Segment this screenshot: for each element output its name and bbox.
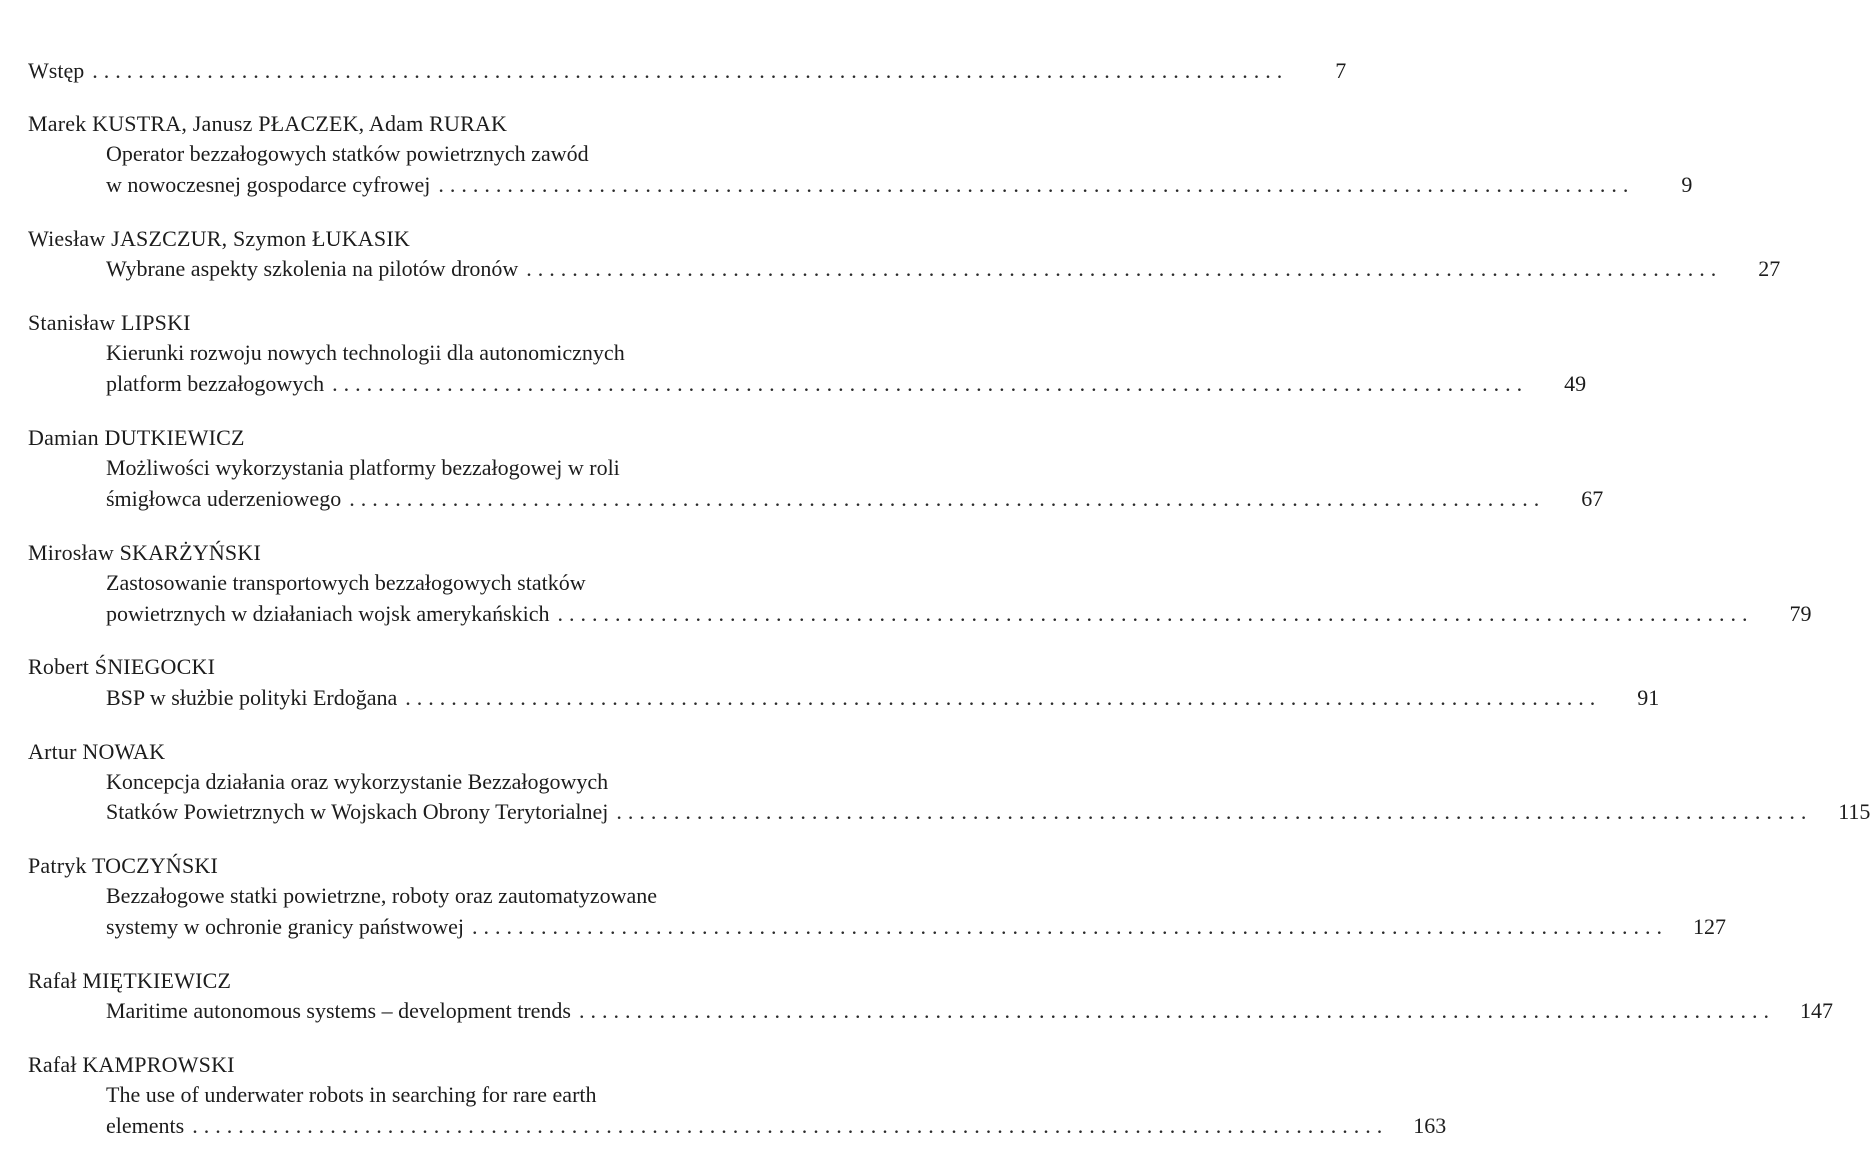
entry-title-line: Koncepcja działania oraz wykorzystanie Bezzałogowych bbox=[106, 769, 609, 794]
entry-title-line: Statków Powietrznych w Wojskach Obrony Terytorialnej bbox=[106, 799, 609, 824]
entry-title-line: systemy w ochronie granicy państwowej bbox=[106, 914, 465, 939]
entry-title-line: BSP w służbie polityki Erdoğana bbox=[106, 685, 398, 710]
page-number: 127 bbox=[1693, 914, 1727, 939]
page-number: 67 bbox=[1581, 486, 1604, 511]
page-number: 27 bbox=[1758, 256, 1781, 281]
toc-entry-line bbox=[106, 912, 1727, 942]
entry-title-line: Możliwości wykorzystania platformy bezzałogowej w roli bbox=[106, 455, 620, 480]
toc-entry-line bbox=[106, 683, 1660, 713]
entry-title-line: Wybrane aspekty szkolenia na pilotów dronów bbox=[106, 256, 519, 281]
toc-entry-line bbox=[106, 1111, 1447, 1141]
toc-entry-line bbox=[106, 254, 1781, 284]
entry-authors: Rafał KAMPROWSKI bbox=[28, 1052, 235, 1077]
entry-authors: Rafał MIĘTKIEWICZ bbox=[28, 968, 232, 993]
dot-leader: ........................................................................................................ bbox=[349, 486, 1546, 511]
toc-entry-line bbox=[106, 484, 1604, 514]
entry-authors: Wiesław JASZCZUR, Szymon ŁUKASIK bbox=[28, 226, 410, 251]
entry-title-line: Zastosowanie transportowych bezzałogowych statków bbox=[106, 570, 586, 595]
entry-authors: Stanisław LIPSKI bbox=[28, 310, 191, 335]
page-number: 163 bbox=[1413, 1113, 1447, 1138]
entry-title-line: powietrznych w działaniach wojsk amerykańskich bbox=[106, 601, 550, 626]
entry-authors: Artur NOWAK bbox=[28, 739, 166, 764]
entry-authors: Robert ŚNIEGOCKI bbox=[28, 654, 216, 679]
dot-leader: ........................................................................................................ bbox=[192, 1113, 1389, 1138]
toc-entry-line bbox=[106, 797, 1870, 827]
toc-entry-line bbox=[106, 369, 1587, 399]
page-number: 147 bbox=[1800, 998, 1833, 1023]
dot-leader: ........................................................................................................ bbox=[332, 371, 1529, 396]
dot-leader: ........................................................................................................ bbox=[405, 685, 1602, 710]
page-number: 79 bbox=[1789, 601, 1812, 626]
entry-title-line: The use of underwater robots in searching for rare earth bbox=[106, 1082, 597, 1107]
dot-leader: ........................................................................................................ bbox=[557, 601, 1754, 626]
entry-title-line: w nowoczesnej gospodarce cyfrowej bbox=[106, 172, 431, 197]
entry-authors: Mirosław SKARŻYŃSKI bbox=[28, 540, 261, 565]
entry-title-line: Kierunki rozwoju nowych technologii dla autonomicznych bbox=[106, 340, 625, 365]
toc-entry-intro bbox=[28, 56, 1347, 86]
page-number: 91 bbox=[1637, 685, 1660, 710]
dot-leader: ........................................................................................................ bbox=[92, 58, 1289, 83]
entry-title-line: elements bbox=[106, 1113, 185, 1138]
dot-leader: ........................................................................................................ bbox=[616, 799, 1813, 824]
entry-title-line: Bezzałogowe statki powietrzne, roboty oraz zautomatyzowane bbox=[106, 883, 657, 908]
entry-title-line: platform bezzałogowych bbox=[106, 371, 325, 396]
entry-title-line: śmigłowca uderzeniowego bbox=[106, 486, 342, 511]
toc-entry-line bbox=[106, 996, 1833, 1026]
entry-title: Wstęp bbox=[28, 58, 85, 83]
entry-authors: Patryk TOCZYŃSKI bbox=[28, 853, 219, 878]
dot-leader: ........................................................................................................ bbox=[472, 914, 1669, 939]
entry-title-line: Operator bezzałogowych statków powietrznych zawód bbox=[106, 141, 589, 166]
entry-authors: Damian DUTKIEWICZ bbox=[28, 425, 245, 450]
page-number: 49 bbox=[1564, 371, 1587, 396]
toc-entry-line bbox=[106, 599, 1812, 629]
dot-leader: ........................................................................................................ bbox=[438, 172, 1635, 197]
dot-leader: ........................................................................................................ bbox=[579, 998, 1775, 1023]
page-number: 7 bbox=[1335, 58, 1347, 83]
entry-title-line: Maritime autonomous systems – development trends bbox=[106, 998, 571, 1023]
dot-leader: ........................................................................................................ bbox=[526, 256, 1723, 281]
page-number: 9 bbox=[1681, 172, 1693, 197]
toc-entry-line bbox=[106, 170, 1693, 200]
entry-authors: Marek KUSTRA, Janusz PŁACZEK, Adam RURAK bbox=[28, 111, 508, 136]
page-number: 115 bbox=[1838, 799, 1870, 824]
